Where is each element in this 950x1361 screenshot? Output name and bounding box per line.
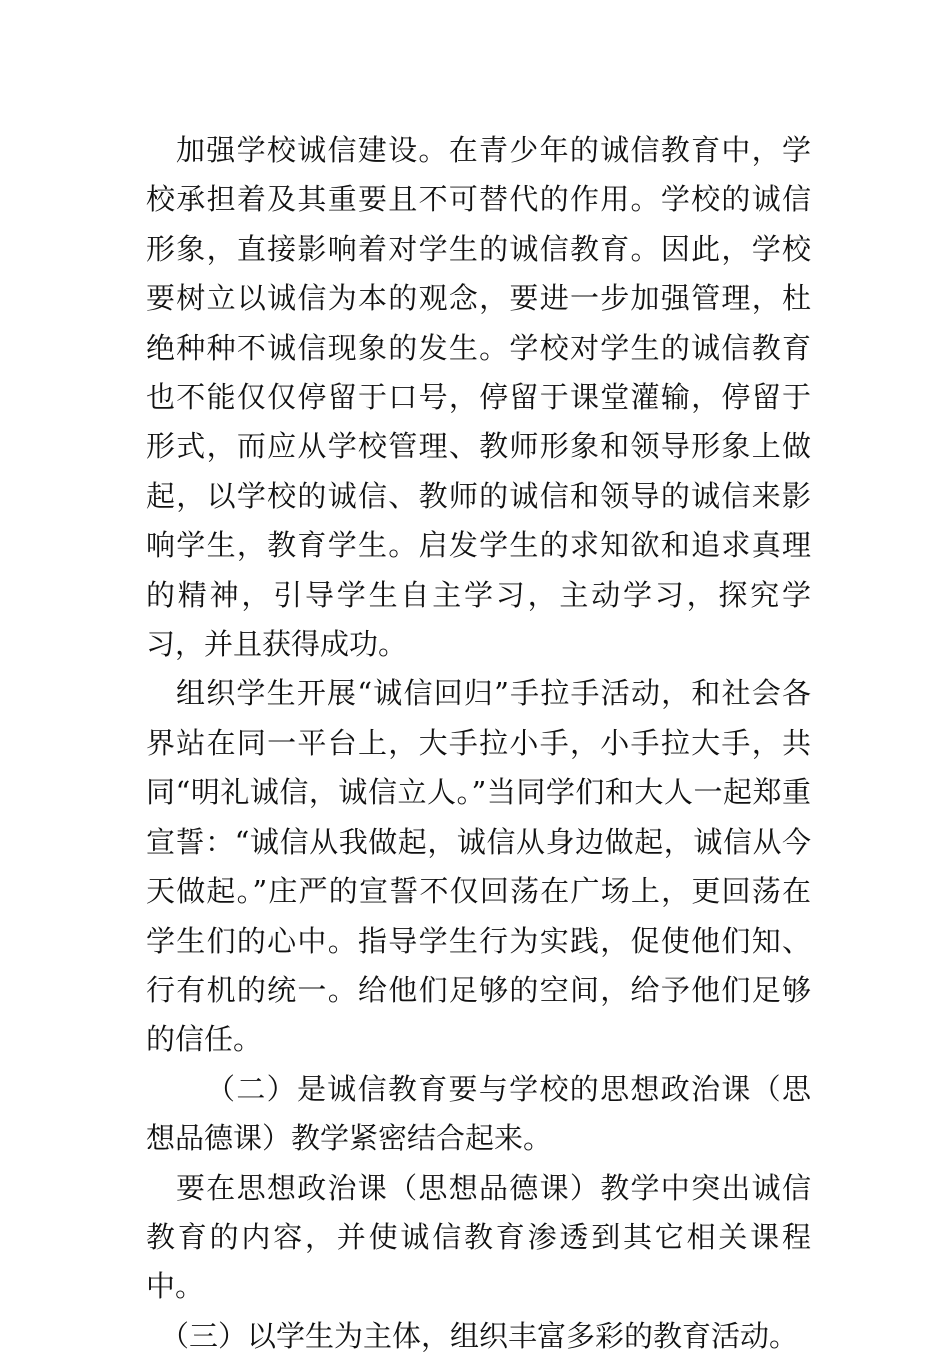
paragraph-section-three-heading: （三）以学生为主体，组织丰富多彩的教育活动。 — [160, 1318, 799, 1353]
paragraph-curriculum-integration: 要在思想政治课（思想品德课）教学中突出诚信教育的内容，并使诚信教育渗透到其它相关课程中。 — [146, 1170, 811, 1304]
body-text — [146, 126, 811, 1361]
paragraph-hand-in-hand-activity: 组织学生开展“诚信回归”手拉手活动，和社会各界站在同一平台上，大手拉小手，小手拉大手，共同“明礼诚信，诚信立人。”当同学们和大人一起郑重宣誓：“诚信从我做起，诚信从身边做起，诚信从今天做起。”庄严的宣誓不仅回荡在广场上，更回荡在学生们的心中。指导学生行为实践，促使他们知、行有机的统一。给他们足够的空间，给予他们足够的信任。 — [146, 676, 811, 1057]
paragraph-school-integrity: 加强学校诚信建设。在青少年的诚信教育中，学校承担着及其重要且不可替代的作用。学校的诚信形象，直接影响着对学生的诚信教育。因此，学校要树立以诚信为本的观念，要进一步加强管理，杜绝种种不诚信现象的发生。学校对学生的诚信教育也不能仅仅停留于口号，停留于课堂灌输，停留于形式，而应从学校管理、教师形象和领导形象上做起，以学校的诚信、教师的诚信和领导的诚信来影响学生，教育学生。启发学生的求知欲和追求真理的精神，引导学生自主学习，主动学习，探究学习，并且获得成功。 — [146, 133, 811, 662]
paragraph-section-two-heading: （二）是诚信教育要与学校的思想政治课（思想品德课）教学紧密结合起来。 — [146, 1071, 811, 1156]
